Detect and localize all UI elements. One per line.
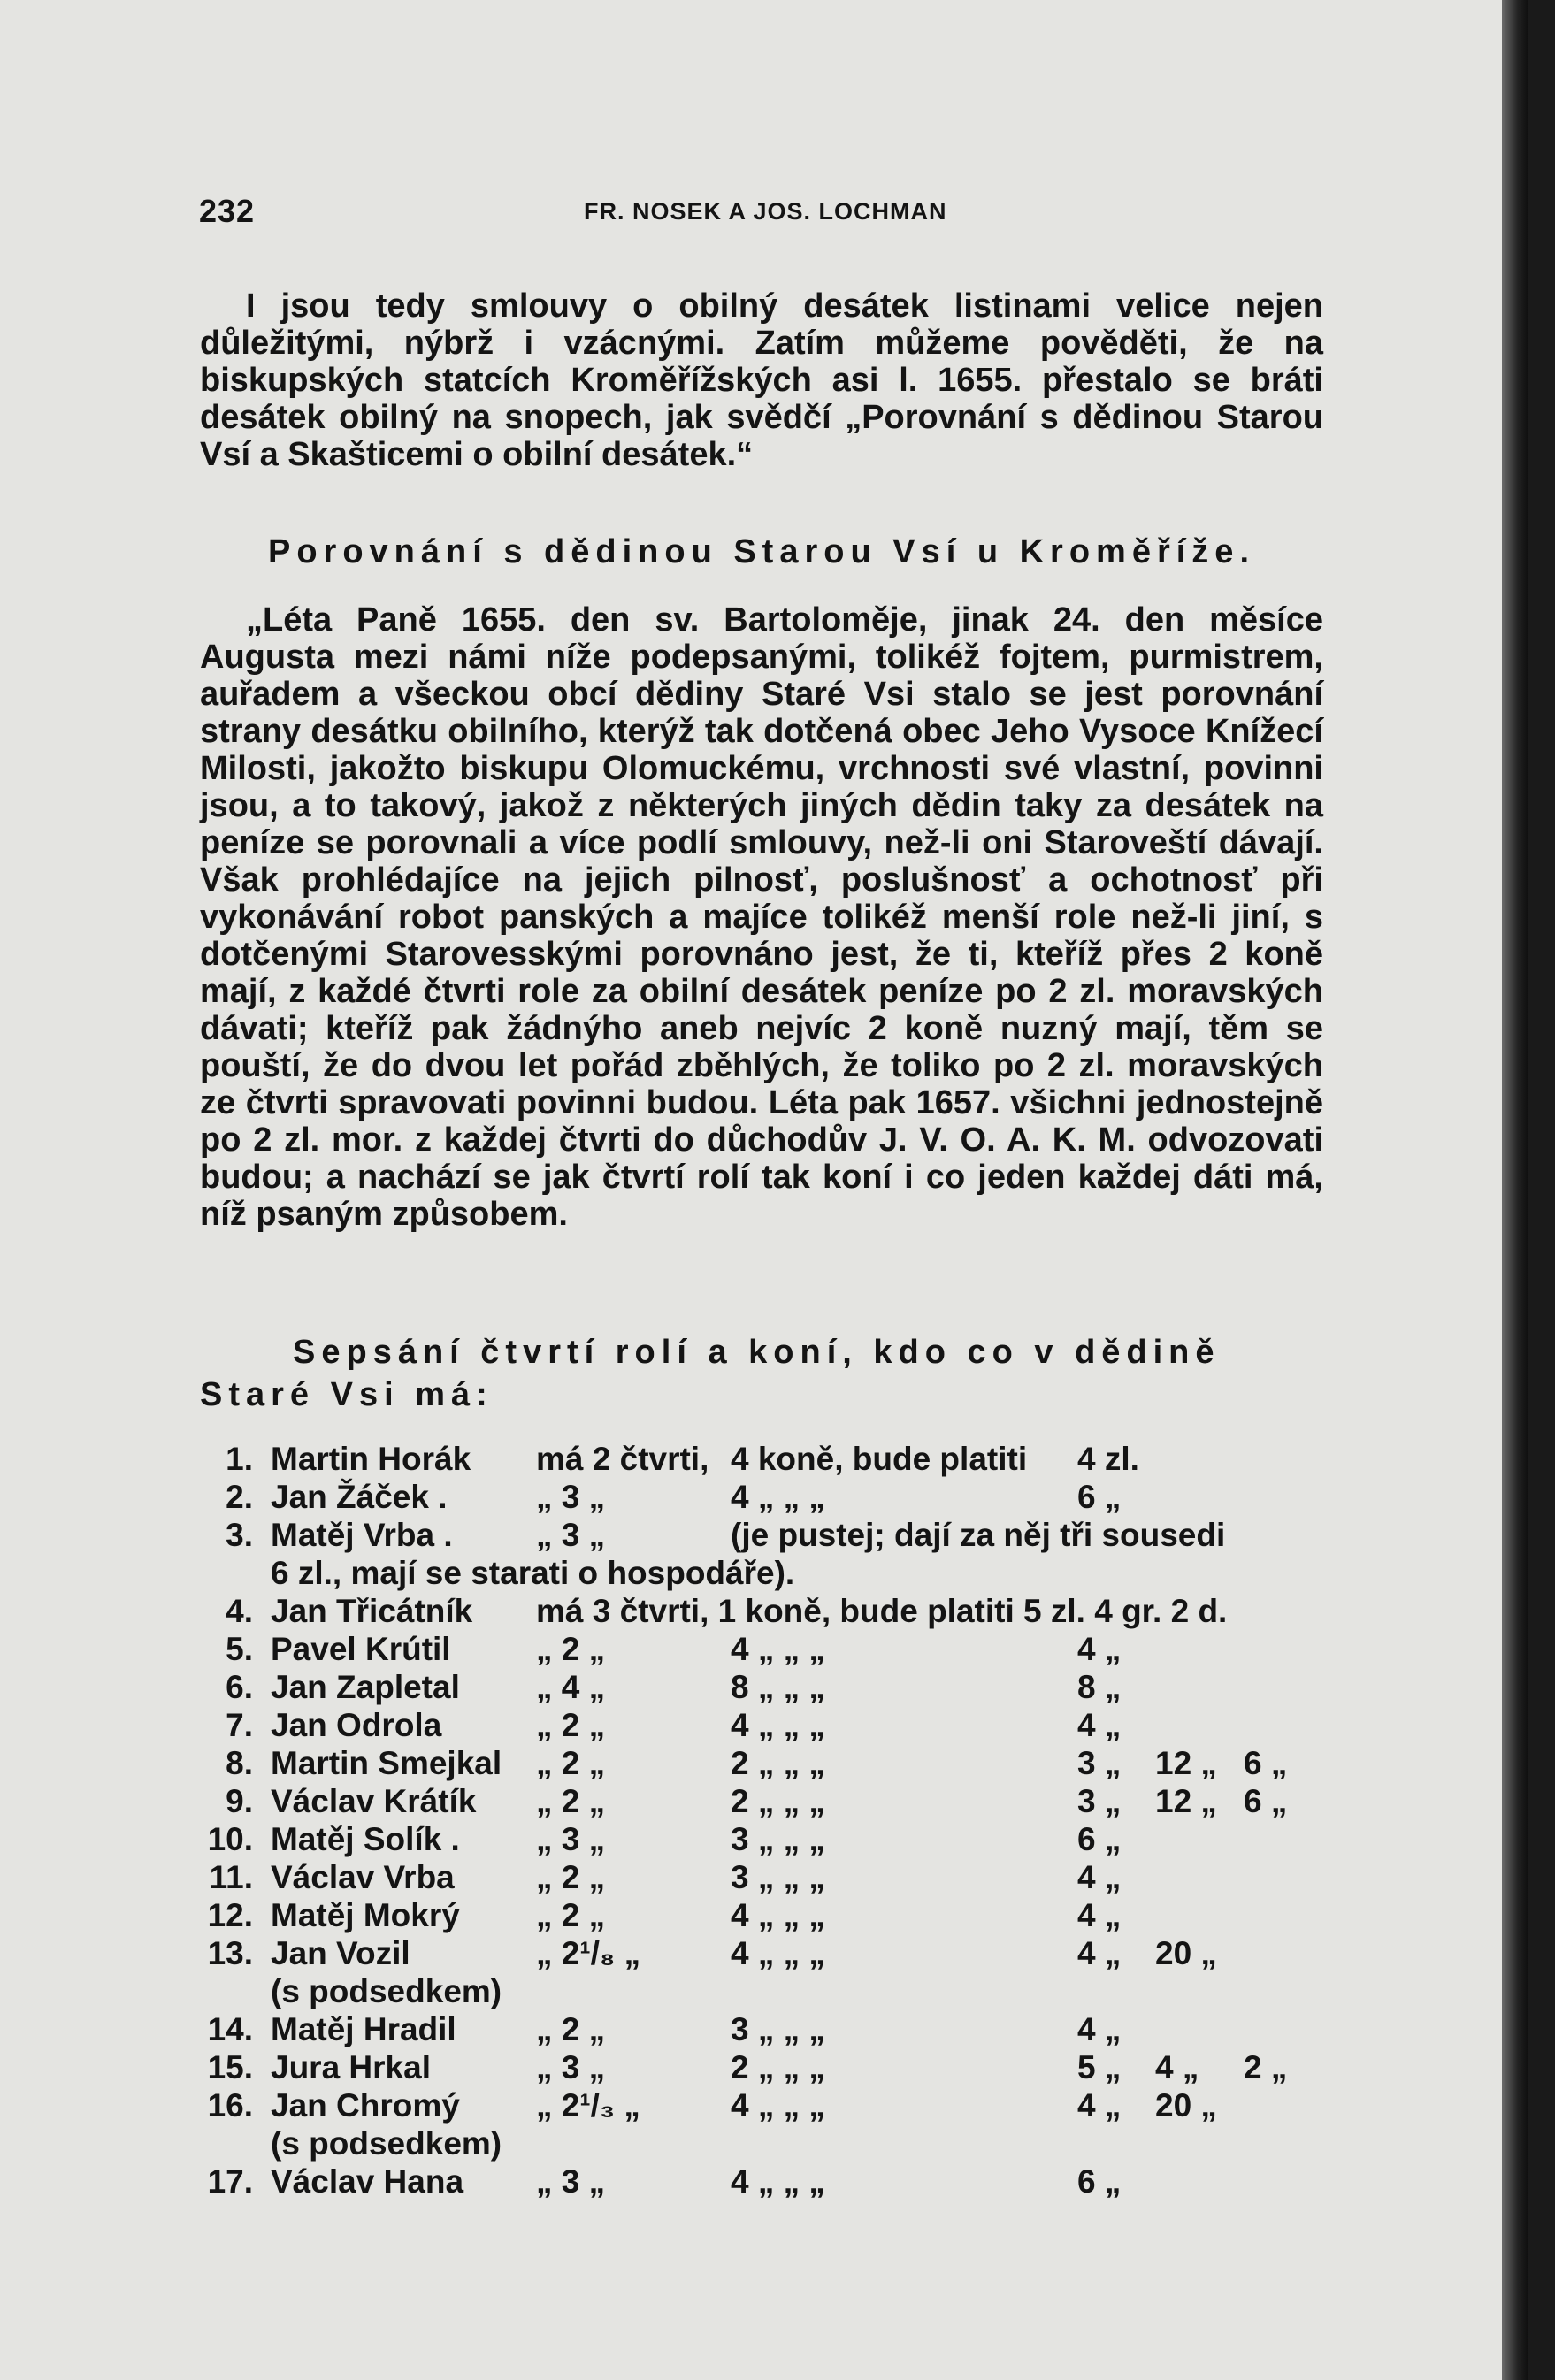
quarters-of-land: má 2 čtvrti, — [536, 1441, 709, 1477]
running-head-authors: FR. NOSEK A JOS. LOCHMAN — [584, 198, 947, 225]
holder-name: Matěj Hradil — [271, 2011, 456, 2047]
list-item — [200, 1934, 1323, 2010]
payment-zl: 4 „ — [1077, 1707, 1122, 1743]
list-item — [200, 1592, 1323, 1630]
payment-zl: 4 „ — [1077, 1897, 1122, 1933]
payment-zl: 4 „ — [1077, 2011, 1122, 2047]
payment-zl: 3 „ — [1077, 1783, 1122, 1819]
holder-name: Matěj Solík . — [271, 1821, 460, 1857]
item-number: 15. — [207, 2049, 253, 2085]
section-title-sepsani: Sepsání čtvrtí rolí a koní, kdo co v dědině Staré Vsi má: — [200, 1334, 1221, 1413]
item-number: 11. — [209, 1859, 253, 1895]
item-number: 4. — [226, 1593, 253, 1629]
list-item — [200, 1630, 1323, 1668]
horses: 2 „ „ „ — [731, 1783, 825, 1819]
horses: 4 „ „ „ — [731, 1707, 825, 1743]
payment-gr: 4 „ — [1155, 2049, 1199, 2085]
quarters-of-land: „ 2 „ — [536, 1745, 606, 1781]
payment-gr: 20 „ — [1155, 1935, 1217, 1971]
list-item — [200, 1706, 1323, 1744]
quarters-of-land: „ 2 „ — [536, 2011, 606, 2047]
horses: 4 „ „ „ — [731, 1479, 825, 1515]
payment-zl: 4 „ — [1077, 1859, 1122, 1895]
list-item — [200, 1896, 1323, 1934]
quarters-of-land: „ 3 „ — [536, 1517, 606, 1553]
intro-paragraph: I jsou tedy smlouvy o obilný desátek listinami velice nejen důležitými, nýbrž i vzácnými. Zatím můžeme pověděti, že na biskupských statcích Kroměřížských asi l. 1655. přestalo se bráti desátek obilný na snopech, jak svědčí „Porovnání s dědinou Starou Vsí a Skašticemi o obilní desátek.“ — [200, 287, 1323, 473]
holder-name: Martin Smejkal — [271, 1745, 502, 1781]
holder-name: Václav Vrba — [271, 1859, 455, 1895]
payment-zl: 4 zl. — [1077, 1441, 1139, 1477]
quarters-of-land: „ 3 „ — [536, 1821, 606, 1857]
list-item — [200, 1440, 1323, 1478]
holder-name-note: (s podsedkem) — [271, 1973, 502, 2009]
page-number: 232 — [199, 193, 256, 229]
holder-name: Matěj Mokrý — [271, 1897, 460, 1933]
horses: 4 koně, bude platiti — [731, 1441, 1028, 1477]
payment-d: 2 „ — [1244, 2049, 1288, 2085]
horses: 3 „ „ „ — [731, 2011, 825, 2047]
holder-name: Jan Chromý — [271, 2087, 460, 2124]
list-item — [200, 1744, 1323, 1782]
item-number: 2. — [226, 1479, 253, 1515]
holder-name: Jan Třicátník — [271, 1593, 473, 1629]
holder-name: Jan Zapletal — [271, 1669, 460, 1705]
payment-zl: 3 „ — [1077, 1745, 1122, 1781]
list-item — [200, 2086, 1323, 2162]
horses: 3 „ „ „ — [731, 1859, 825, 1895]
quarters-of-land: „ 2 „ — [536, 1707, 606, 1743]
list-item — [200, 2162, 1323, 2200]
payment-d: 6 „ — [1244, 1783, 1288, 1819]
payment-zl: 4 „ — [1077, 2087, 1122, 2124]
section-title-porovnani: Porovnání s dědinou Starou Vsí u Kroměříže. — [267, 533, 1256, 570]
item-number: 17. — [207, 2163, 253, 2200]
list-item — [200, 2010, 1323, 2048]
page-header — [199, 193, 1307, 232]
payment-d: 6 „ — [1244, 1745, 1288, 1781]
payment-gr: 20 „ — [1155, 2087, 1217, 2124]
payment-zl: 5 „ — [1077, 2049, 1122, 2085]
quarters-of-land: „ 2 „ — [536, 1631, 606, 1667]
holding-details: má 3 čtvrti, 1 koně, bude platiti 5 zl. 4 gr. 2 d. — [536, 1593, 1228, 1629]
item-number: 16. — [207, 2087, 253, 2124]
holder-name: Martin Horák — [271, 1441, 471, 1477]
horses: 2 „ „ „ — [731, 2049, 825, 2085]
item-number: 12. — [207, 1897, 253, 1933]
payment-gr: 12 „ — [1155, 1783, 1217, 1819]
quarters-of-land: „ 3 „ — [536, 1479, 606, 1515]
horses: 8 „ „ „ — [731, 1669, 825, 1705]
quarters-of-land: „ 3 „ — [536, 2049, 606, 2085]
holder-name-note: (s podsedkem) — [271, 2125, 502, 2162]
horses: 4 „ „ „ — [731, 2163, 825, 2200]
item-number: 14. — [207, 2011, 253, 2047]
horses: 4 „ „ „ — [731, 1631, 825, 1667]
item-number: 6. — [226, 1669, 253, 1705]
item-number: 10. — [207, 1821, 253, 1857]
quarters-of-land: „ 2 „ — [536, 1859, 606, 1895]
quarters-of-land: „ 2¹/₈ „ — [536, 1935, 641, 1971]
landholder-list — [200, 1440, 1323, 2200]
item-number: 3. — [226, 1517, 253, 1553]
holder-name: Jura Hrkal — [271, 2049, 431, 2085]
item-number: 7. — [226, 1707, 253, 1743]
list-item — [200, 1820, 1323, 1858]
payment-zl: 6 „ — [1077, 1479, 1122, 1515]
quarters-of-land: „ 2 „ — [536, 1783, 606, 1819]
quarters-of-land: „ 4 „ — [536, 1669, 606, 1705]
item-number: 1. — [226, 1441, 253, 1477]
holder-name: Jan Vozil — [271, 1935, 410, 1971]
payment-zl: 4 „ — [1077, 1631, 1122, 1667]
horses: 4 „ „ „ — [731, 1897, 825, 1933]
horses: 2 „ „ „ — [731, 1745, 825, 1781]
remark-continued: 6 zl., mají se starati o hospodáře). — [271, 1555, 795, 1591]
payment-gr: 12 „ — [1155, 1745, 1217, 1781]
horses: 3 „ „ „ — [731, 1821, 825, 1857]
holder-name: Pavel Krútil — [271, 1631, 451, 1667]
item-number: 13. — [207, 1935, 253, 1971]
charter-paragraph: „Léta Paně 1655. den sv. Bartoloměje, jinak 24. den měsíce Augusta mezi námi níže podepsanými, tolikéž fojtem, purmistrem, auřadem a všeckou obcí dědiny Staré Vsi stalo se jest porovnání strany desátku obilního, kterýž tak dotčená obec Jeho Vysoce Knížecí Milosti, jakožto biskupu Olomuckému, vrchnosti své vlastní, povinni jsou, a to takový, jakož z některých jiných dědin taky za desátek na peníze se porovnali a více podlí smlouvy, než-li oni Staroveští dávají. Však prohlédajíce na jejich pilnosť, poslušnosť a ochotnosť při vykonávání robot panských a majíce tolikéž menší role než-li jiní, s dotčenými Starovesskými porovnáno jest, že ti, kteříž přes 2 koně mají, z každé čtvrti role za obilní desátek peníze po 2 zl. moravských dávati; kteříž pak žádnýho aneb nejvíc 2 koně nuzný mají, těm se pouští, že do dvou let pořád zběhlých, že toliko po 2 zl. moravských ze čtvrti spravovati povinni budou. Léta pak 1657. všichni jednostejně po 2 zl. mor. z každej čtvrti do důchodův J. V. O. A. K. M. odvozovati budou; a nachází se jak čtvrtí rolí tak koní i co jeden každej dáti má, níž psaným způsobem. — [200, 601, 1323, 1233]
payment-zl: 6 „ — [1077, 2163, 1122, 2200]
item-number: 8. — [226, 1745, 253, 1781]
list-item — [200, 1782, 1323, 1820]
item-number: 9. — [226, 1783, 253, 1819]
holder-name: Václav Hana — [271, 2163, 464, 2200]
quarters-of-land: „ 3 „ — [536, 2163, 606, 2200]
list-item — [200, 2048, 1323, 2086]
list-item — [200, 1516, 1323, 1592]
payment-zl: 4 „ — [1077, 1935, 1122, 1971]
holder-name: Matěj Vrba . — [271, 1517, 453, 1553]
payment-zl: 6 „ — [1077, 1821, 1122, 1857]
payment-zl: 8 „ — [1077, 1669, 1122, 1705]
quarters-of-land: „ 2 „ — [536, 1897, 606, 1933]
item-number: 5. — [226, 1631, 253, 1667]
list-item — [200, 1668, 1323, 1706]
holder-name: Václav Krátík — [271, 1783, 477, 1819]
horses: 4 „ „ „ — [731, 2087, 825, 2124]
horses: 4 „ „ „ — [731, 1935, 825, 1971]
holder-name: Jan Odrola — [271, 1707, 442, 1743]
remark: (je pustej; dají za něj tři sousedi — [731, 1517, 1226, 1553]
holder-name: Jan Žáček . — [271, 1479, 448, 1515]
list-item — [200, 1478, 1323, 1516]
quarters-of-land: „ 2¹/₃ „ — [536, 2087, 640, 2124]
list-item — [200, 1858, 1323, 1896]
page-edge-shadow — [1502, 0, 1528, 2380]
